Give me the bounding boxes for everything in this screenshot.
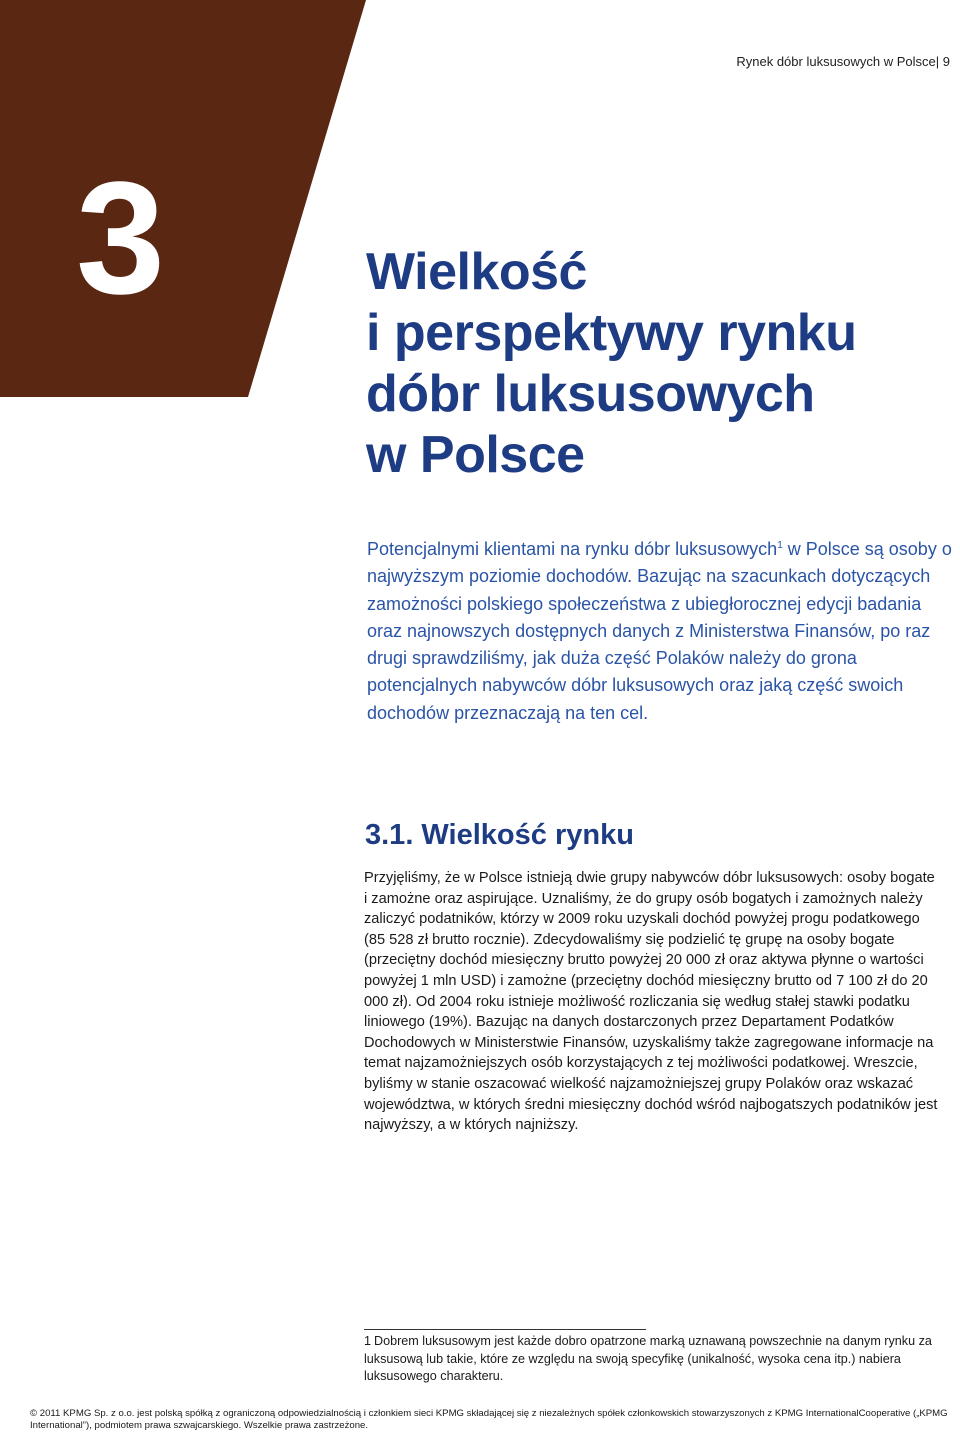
chapter-title-line: dóbr luksusowych [366, 365, 815, 423]
footnote-divider [364, 1329, 646, 1330]
intro-text-rest: w Polsce są osoby o najwyższym poziomie dochodów. Bazując na szacunkach dotyczących zamożności polskiego społeczeństwa z ubiegłorocznej edycji badania oraz najnowszych dostępnych danych z Ministerstwa Finansów, po raz drugi sprawdziliśmy, jak duża część Polaków należy do grona potencjalnych nabywców dóbr luksusowych oraz jaką część swoich dochodów przeznaczają na ten cel. [367, 539, 952, 723]
chapter-title-line: i perspektywy rynku [366, 304, 857, 362]
running-header: Rynek dóbr luksusowych w Polsce| 9 [736, 54, 950, 69]
intro-paragraph [367, 536, 959, 727]
footnote-reference[interactable]: 1 [777, 540, 783, 551]
copyright-notice: © 2011 KPMG Sp. z o.o. jest polską spółką z ograniczoną odpowiedzialnością i członkiem sieci KPMG składającej się z niezależnych spółek członkowskich stowarzyszonych z KPMG InternationalCooperative („KPMG International”), podmiotem prawa szwajcarskiego. Wszelkie prawa zastrzeżone. [30, 1408, 948, 1431]
footnote-number: 1 [364, 1334, 372, 1348]
chapter-title-line: Wielkość [366, 243, 587, 301]
intro-text-start: Potencjalnymi klientami na rynku dóbr luksusowych [367, 539, 778, 559]
chapter-title [366, 242, 857, 486]
chapter-number: 3 [76, 148, 161, 327]
footnote-text: Dobrem luksusowym jest każde dobro opatrzone marką uznawaną powszechnie na danym rynku za luksusową lub takie, które ze względu na swoją specyfikę (unikalność, wysoka cena itp.) nabiera luksusowego charakteru. [364, 1334, 932, 1384]
section-heading: 3.1. Wielkość rynku [365, 819, 634, 851]
chapter-title-line: w Polsce [366, 426, 585, 484]
section-body: Przyjęliśmy, że w Polsce istnieją dwie grupy nabywców dóbr luksusowych: osoby bogate i zamożne oraz aspirujące. Uznaliśmy, że do grupy osób bogatych i zamożnych należy zaliczyć podatników, którzy w 2009 roku uzyskali dochód powyżej progu podatkowego (85 528 zł brutto rocznie). Zdecydowaliśmy się podzielić tę grupę na osoby bogate (przeciętny dochód miesięczny brutto powyżej 20 000 zł oraz aktywa płynne o wartości powyżej 1 mln USD) i zamożne (przeciętny dochód miesięczny brutto od 7 100 zł do 20 000 zł). Od 2004 roku istnieje możliwość rozliczania się według stałej stawki podatku liniowego (19%). Bazując na danych dostarczonych przez Departament Podatków Dochodowych w Ministerstwie Finansów, uzyskaliśmy także zagregowane informacje na temat najzamożniejszych osób korzystających z tej możliwości podatkowej. Wreszcie, byliśmy w stanie oszacować wielkość najzamożniejszej grupy Polaków oraz wskazać województwa, w których średni miesięczny dochód wśród najbogatszych podatników jest najwyższy, a w których najniższy. [364, 870, 938, 1134]
chapter-accent-shape [0, 0, 366, 397]
footnote [364, 1333, 954, 1386]
